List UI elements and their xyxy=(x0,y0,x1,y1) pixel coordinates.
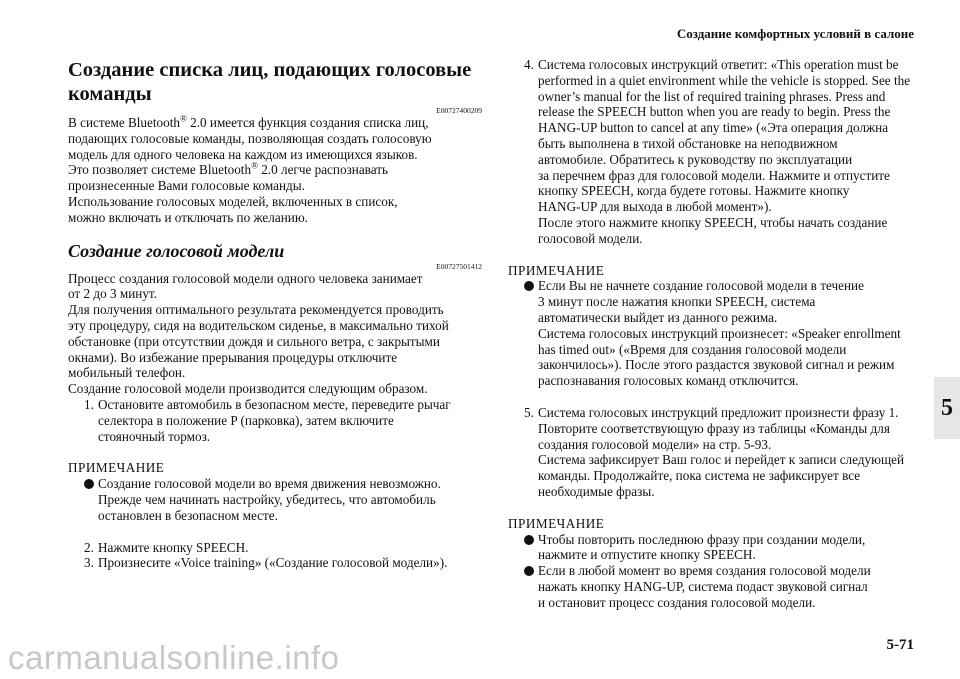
step-line: необходимые фразы. xyxy=(538,483,655,499)
bullet-icon xyxy=(84,479,94,489)
note-line: Создание голосовой модели во время движения невозможно. xyxy=(98,476,441,492)
section-title-line1: Создание списка лиц, подающих голосовые xyxy=(68,59,472,81)
right-column xyxy=(508,57,926,611)
intro-line: можно включать и отключать по желанию. xyxy=(68,209,308,225)
step-line: за перечнем фраз для голосовой модели. Нажмите и отпустите xyxy=(538,167,890,183)
subsection-code: E00727501412 xyxy=(436,261,482,271)
body-line: окнами). Во избежание прерывания процедуры отключите xyxy=(68,349,398,365)
intro-line: модель для одного человека на каждом из имеющихся языков. xyxy=(68,146,418,162)
step-number: 3. xyxy=(84,555,94,571)
body-line: от 2 до 3 минут. xyxy=(68,286,157,302)
note-line: закончилось»). После этого раздастся звуковой сигнал и режим xyxy=(538,357,895,373)
step-line: Система голосовых инструкций ответит: «This operation must be xyxy=(538,57,899,72)
intro-line: В системе Bluetooth® 2.0 имеется функция создания списка лиц, xyxy=(68,113,429,130)
step-line: стояночный тормоз. xyxy=(98,428,211,444)
body-line: Процесс создания голосовой модели одного человека занимает xyxy=(68,270,423,286)
body-paragraph xyxy=(68,271,482,397)
left-column xyxy=(68,58,482,571)
step-line: создания голосовой модели» на стр. 5-93. xyxy=(538,436,772,452)
body-line: Создание голосовой модели производится следующим образом. xyxy=(68,381,428,397)
body-line: обстановке (при отсутствии дождя и сильного ветра, с закрытыми xyxy=(68,333,440,349)
watermark: carmanualsonline.info xyxy=(8,639,340,676)
chapter-tab: 5 xyxy=(934,377,960,439)
bullet-icon xyxy=(524,566,534,576)
intro-line: Это позволяет системе Bluetooth® 2.0 легче распознавать xyxy=(68,161,389,178)
step-line: performed in a quiet environment while the vehicle is stopped. See the xyxy=(538,72,911,88)
step-line: голосовой модели. xyxy=(538,230,643,246)
step-number: 2. xyxy=(84,539,94,555)
note-line: Прежде чем начинать настройку, убедитесь, что автомобиль xyxy=(98,491,436,507)
intro-line: Использование голосовых моделей, включенных в список, xyxy=(68,193,398,209)
note-bullet xyxy=(508,532,926,564)
bullet-icon xyxy=(524,535,534,545)
section-title-line2: команды xyxy=(68,83,152,105)
step-line: Система голосовых инструкций предложит произнести фразу 1. xyxy=(538,404,899,420)
body-line: эту процедуру, сидя на водительском сиденье, в максимально тихой xyxy=(68,317,449,333)
step-2 xyxy=(68,540,482,556)
step-line: release the SPEECH button when you are ready to begin. Press the xyxy=(538,104,891,120)
step-line: Произнесите «Voice training» («Создание голосовой модели»). xyxy=(98,555,448,571)
note-line: распознавания голосовых команд отключится. xyxy=(538,373,799,389)
note-line: нажмите и отпустите кнопку SPEECH. xyxy=(538,547,756,563)
step-1 xyxy=(68,397,482,444)
note-line: нажать кнопку HANG-UP, система подаст звуковой сигнал xyxy=(538,578,868,594)
note-title: ПРИМЕЧАНИЕ xyxy=(508,262,605,278)
note-bullet xyxy=(68,476,482,523)
step-line: Повторите соответствующую фразу из таблицы «Команды для xyxy=(538,420,890,436)
note-line: Система голосовых инструкций произнесет: «Speaker enrollment xyxy=(538,325,901,341)
intro-line: подающих голосовые команды, позволяющая создать голосовую xyxy=(68,130,432,146)
intro-line: произнесенные Вами голосовые команды. xyxy=(68,178,305,194)
note-bullet xyxy=(508,563,926,610)
note-bullet xyxy=(508,278,926,389)
step-line: автомобиле. Обратитесь к руководству по эксплуатации xyxy=(538,151,853,167)
page-number: 5-71 xyxy=(886,637,914,653)
section-code: E00727400209 xyxy=(436,106,482,115)
note-title: ПРИМЕЧАНИЕ xyxy=(508,515,605,531)
body-line: мобильный телефон. xyxy=(68,365,186,381)
step-number: 1. xyxy=(84,396,94,412)
step-5 xyxy=(508,405,926,500)
step-line: Нажмите кнопку SPEECH. xyxy=(98,539,249,555)
note-line: Если в любой момент во время создания голосовой модели xyxy=(538,563,871,579)
note-line: has timed out» («Время для создания голосовой модели xyxy=(538,341,847,357)
note-line: Чтобы повторить последнюю фразу при создании модели, xyxy=(538,531,866,547)
note-line: 3 минут после нажатия кнопки SPEECH, система xyxy=(538,294,816,310)
step-4 xyxy=(508,57,926,247)
step-line: owner’s manual for the list of required training phrases. Press and xyxy=(538,88,886,104)
step-3 xyxy=(68,555,482,571)
note-line: остановлен в безопасном месте. xyxy=(98,507,278,523)
subsection-title: Создание голосовой модели xyxy=(68,240,285,261)
running-header: Создание комфортных условий в салоне xyxy=(676,26,914,41)
step-line: Остановите автомобиль в безопасном месте, переведите рычаг xyxy=(98,396,451,412)
step-line: Система зафиксирует Ваш голос и перейдет к записи следующей xyxy=(538,452,905,468)
note-line: автоматически выйдет из данного режима. xyxy=(538,309,778,325)
note-line: Если Вы не начнете создание голосовой модели в течение xyxy=(538,278,864,294)
step-number: 5. xyxy=(524,404,534,420)
intro-paragraph xyxy=(68,115,482,226)
bullet-icon xyxy=(524,281,534,291)
step-line: команды. Продолжайте, пока система не зафиксирует все xyxy=(538,468,861,484)
step-line: После этого нажмите кнопку SPEECH, чтобы начать создание xyxy=(538,214,888,230)
note-line: и остановит процесс создания голосовой модели. xyxy=(538,594,816,610)
step-line: кнопку SPEECH, когда будете готовы. Нажмите кнопку xyxy=(538,183,850,199)
step-line: селектора в положение P (парковка), затем включите xyxy=(98,412,394,428)
section-title xyxy=(68,58,482,106)
step-line: HANG-UP для выхода в любой момент»). xyxy=(538,199,772,215)
body-line: Для получения оптимального результата рекомендуется проводить xyxy=(68,302,444,318)
step-number: 4. xyxy=(524,57,534,72)
note-title: ПРИМЕЧАНИЕ xyxy=(68,460,165,476)
step-line: быть выполнена в тихой обстановке на неподвижном xyxy=(538,135,838,151)
step-line: HANG-UP button to cancel at any time» («Эта операция должна xyxy=(538,120,889,136)
